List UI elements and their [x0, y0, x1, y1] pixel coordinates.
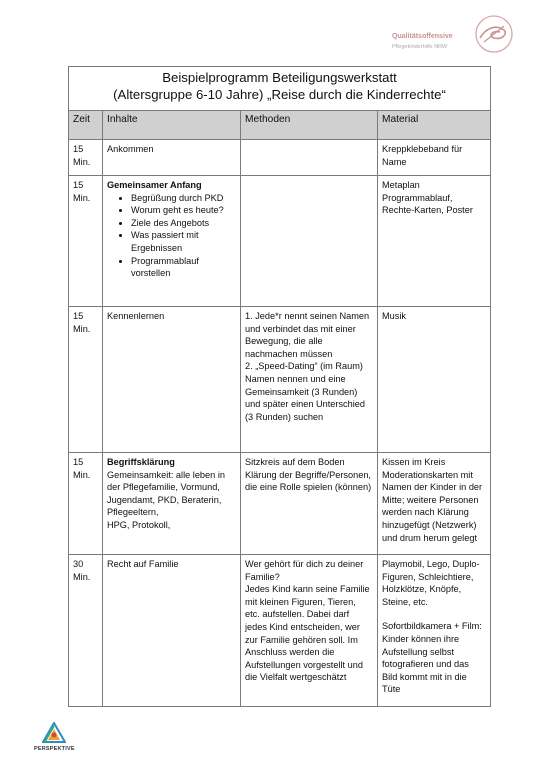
- time-cell: 15 Min.: [69, 140, 103, 176]
- column-header-time: Zeit: [69, 111, 103, 140]
- triangle-logo-icon: [42, 722, 66, 744]
- column-header-material: Material: [378, 111, 491, 140]
- content-title: Gemeinsamer Anfang: [107, 180, 202, 190]
- document-title: [69, 67, 491, 111]
- method-line: 1. Jede*r nennt seinen Namen und verbindet das mit einer Bewegung, die alle nachmachen müssen: [245, 311, 370, 359]
- method-line: Jedes Kind kann seine Familie mit kleinen Figuren, Tieren, etc. aufstellen. Dabei darf jedes Kind entscheiden, wer zur Familie gehören soll. Im Anschluss werden die Aufstellungen vorgestellt und die Vielfalt wertgeschätzt: [245, 584, 370, 683]
- table-row: [69, 453, 491, 555]
- material-cell: Musik: [378, 307, 491, 453]
- methods-cell: [241, 307, 378, 453]
- list-item: • Ziele des Angebots: [131, 217, 236, 230]
- table-row: [69, 140, 491, 176]
- time-cell: 30 Min.: [69, 555, 103, 707]
- header-logo: [392, 14, 524, 58]
- material-cell: [378, 176, 491, 307]
- program-table: [68, 66, 491, 707]
- content-title: Kennenlernen: [103, 307, 241, 453]
- title-line-2: (Altersgruppe 6-10 Jahre) „Reise durch die Kinderrechte“: [113, 87, 446, 102]
- header-logo-subtitle: Pflegekinderhilfe NRW: [392, 44, 448, 50]
- content-text: HPG, Protokoll,: [107, 519, 171, 530]
- material-cell: [378, 555, 491, 707]
- list-item: • Programmablauf vorstellen: [131, 255, 236, 280]
- time-cell: 15 Min.: [69, 307, 103, 453]
- list-item: • Begrüßung durch PKD: [131, 192, 236, 205]
- time-cell: 15 Min.: [69, 453, 103, 555]
- method-line: Namen nennen und eine Gemeinsamkeit (3 Runden) und später einen Unterschied (3 Runden) suchen: [245, 373, 366, 422]
- material-line: Sofortbildkamera + Film: Kinder können ihre Aufstellung selbst fotografieren und das Bild kommt mit in die Tüte: [382, 621, 482, 695]
- method-line: Wer gehört für dich zu deiner Familie?: [245, 559, 364, 582]
- material-line: Metaplan: [382, 180, 420, 190]
- table-row: [69, 307, 491, 453]
- content-title: Ankommen: [103, 140, 241, 176]
- methods-cell: [241, 555, 378, 707]
- material-cell: Kreppklebeband für Name: [378, 140, 491, 176]
- table-row: [69, 176, 491, 307]
- list-item: • Worum geht es heute?: [131, 204, 236, 217]
- material-cell: Kissen im Kreis Moderationskarten mit Namen der Kinder in der Mitte; weitere Personen werden nach Klärung hinzugefügt (Netzwerk) und drum herum gelegt: [378, 453, 491, 555]
- content-title: Begriffsklärung: [107, 457, 175, 467]
- time-cell: 15 Min.: [69, 176, 103, 307]
- footer-logo: [34, 722, 74, 762]
- footer-logo-text: PERSPEKTIVE: [34, 746, 75, 752]
- content-title: Recht auf Familie: [103, 555, 241, 707]
- header-logo-title: Qualitätsoffensive: [392, 33, 453, 40]
- material-line: Programmablauf, Rechte-Karten, Poster: [382, 192, 473, 216]
- column-header-methods: Methoden: [241, 111, 378, 140]
- material-line: Playmobil, Lego, Duplo-Figuren, Schleichtiere, Holzklötze, Knöpfe, Steine, etc.: [382, 559, 480, 607]
- shield-signature-icon: [474, 14, 514, 54]
- table-row: [69, 555, 491, 707]
- methods-cell: Sitzkreis auf dem Boden Klärung der Begriffe/Personen, die eine Rolle spielen (können): [241, 453, 378, 555]
- methods-cell: [241, 140, 378, 176]
- column-header-content: Inhalte: [103, 111, 241, 140]
- method-line: 2. „Speed-Dating“ (im Raum): [245, 361, 363, 372]
- methods-cell: [241, 176, 378, 307]
- title-line-1: Beispielprogramm Beteiligungswerkstatt: [162, 70, 397, 85]
- content-cell: [103, 453, 241, 555]
- content-list: [107, 192, 236, 280]
- content-cell: [103, 176, 241, 307]
- list-item: • Was passiert mit Ergebnissen: [131, 229, 236, 254]
- content-text: Gemeinsamkeit: alle leben in der Pflegefamilie, Vormund, Jugendamt, PKD, Beraterin, Pflegeeltern,: [107, 469, 225, 518]
